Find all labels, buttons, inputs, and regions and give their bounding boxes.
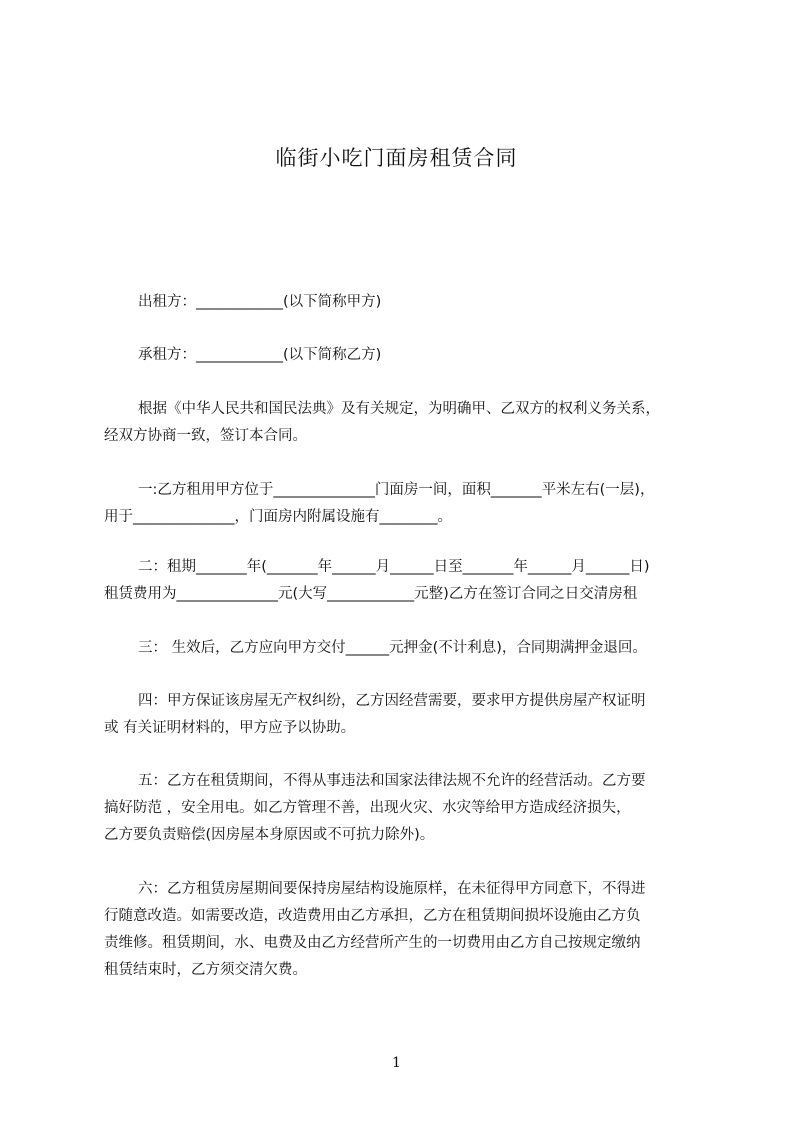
clause-6-line-4: 租赁结束时，乙方须交清欠费。 <box>104 962 307 978</box>
document-title: 临街小吃门面房租赁合同 <box>275 146 518 170</box>
page-number: 1 <box>392 1055 401 1071</box>
clause-6-line-3: 责维修。租赁期间，水、电费及由乙方经营所产生的一切费用由乙方自己按规定缴纳 <box>104 935 641 951</box>
clause-5-line-2: 搞好防范 ，安全用电。如乙方管理不善，出现火灾、水灾等给甲方造成经济损失， <box>104 800 631 816</box>
clause-1-line-2: 用于______________，门面房内附属设施有________。 <box>104 509 452 525</box>
clause-2-line-2: 租赁费用为______________元(大写____________元整)乙方在签订合同之日交清房租 <box>104 586 638 602</box>
clause-5-line-1: 五：乙方在租赁期间，不得从事违法和国家法律法规不允许的经营活动。乙方要 <box>138 773 646 789</box>
clause-5-line-3: 乙方要负责赔偿(因房屋本身原因或不可抗力除外)。 <box>104 827 435 843</box>
clause-2-line-1: 二：租期_______年(_______年______月______日至_______年______月______日) <box>138 559 650 575</box>
lessor-line: 出租方：____________(以下简称甲方) <box>138 294 382 310</box>
clause-6-line-2: 行随意改造。如需要改造，改造费用由乙方承担，乙方在租赁期间损坏设施由乙方负 <box>104 908 641 924</box>
clause-3-line-1: 三： 生效后，乙方应向甲方交付______元押金(不计利息)，合同期满押金退回。 <box>138 640 647 656</box>
clause-1-line-1: 一:乙方租用甲方位于______________门面房一间，面积_______平米左右(一层)， <box>138 482 655 498</box>
lessee-line: 承租方：____________(以下简称乙方) <box>138 347 382 363</box>
clause-4-line-2: 或 有关证明材料的，甲方应予以协助。 <box>104 720 356 736</box>
clause-6-line-1: 六：乙方租赁房屋期间要保持房屋结构设施原样，在未征得甲方同意下，不得进 <box>138 881 646 897</box>
preamble-line-1: 根据《中华人民共和国民法典》及有关规定，为明确甲、乙双方的权利义务关系， <box>138 401 660 417</box>
clause-4-line-1: 四：甲方保证该房屋无产权纠纷，乙方因经营需要，要求甲方提供房屋产权证明 <box>138 693 646 709</box>
preamble-line-2: 经双方协商一致，签订本合同。 <box>104 428 307 444</box>
